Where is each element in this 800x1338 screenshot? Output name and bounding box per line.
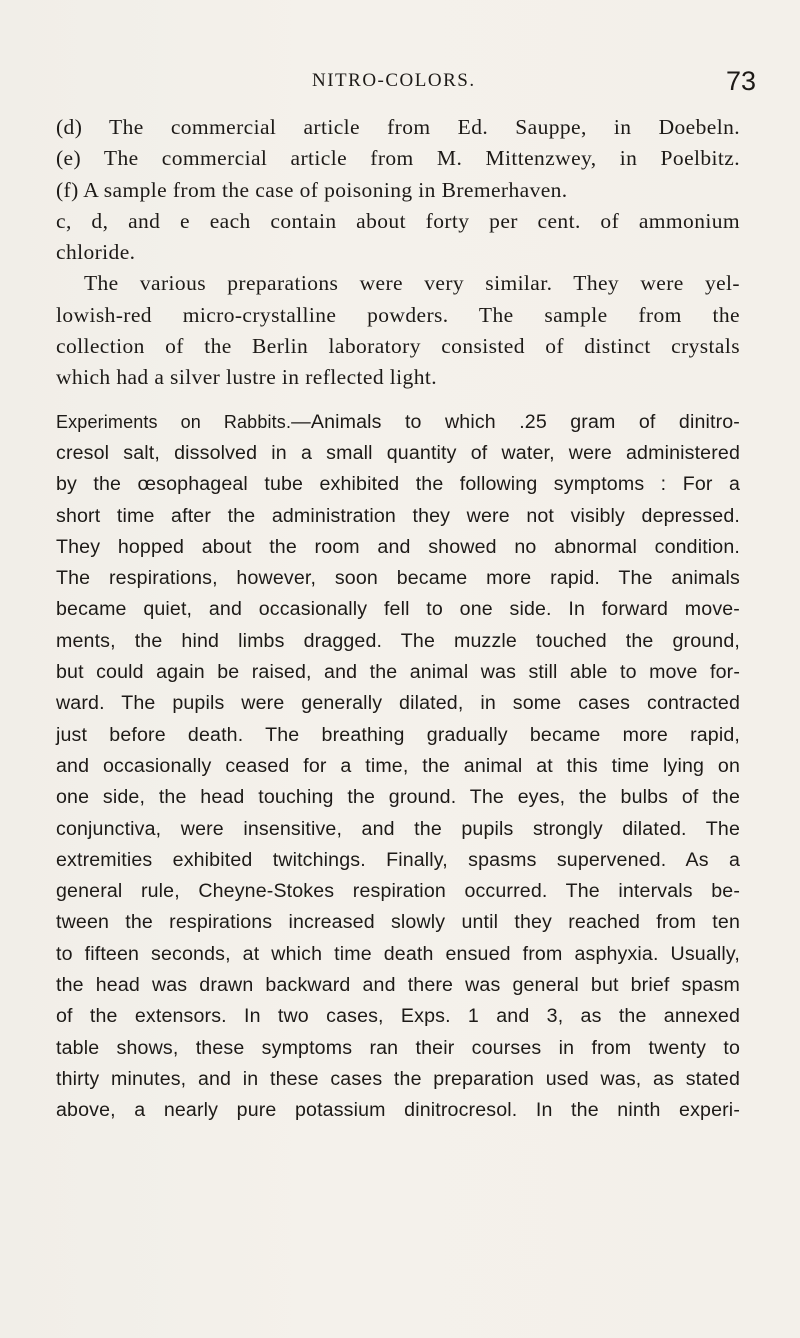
section-heading: Experiments on Rabbits. xyxy=(56,411,292,432)
text-line: became quiet, and occasionally fell to one side. In forward move- xyxy=(56,598,740,621)
text-line: extremities exhibited twitchings. Finally, spasms supervened. As a xyxy=(56,848,740,871)
text-line: the head was drawn backward and there was general but brief spasm xyxy=(56,974,740,997)
text-line: c, d, and e each contain about forty per cent. of ammonium xyxy=(56,208,740,233)
text-line: ments, the hind limbs dragged. The muzzle touched the ground, xyxy=(56,629,740,652)
running-head: NITRO-COLORS. xyxy=(312,70,476,91)
text-line: The respirations, however, soon became more rapid. The animals xyxy=(56,567,740,590)
body-text xyxy=(56,112,740,1127)
page-number: 73 xyxy=(726,66,757,96)
heading-continuation: —Animals to which .25 gram of dinitro- xyxy=(291,410,740,433)
text-line: lowish-red micro-crystalline powders. The sample from the xyxy=(56,302,740,327)
text-line: which had a silver lustre in reflected light. xyxy=(56,365,437,390)
text-line: (d) The commercial article from Ed. Sauppe, in Doebeln. xyxy=(56,115,740,139)
text-line: collection of the Berlin laboratory consisted of distinct crystals xyxy=(56,334,740,359)
text-line: but could again be raised, and the animal was still able to move for- xyxy=(56,661,740,684)
text-line: above, a nearly pure potassium dinitrocresol. In the ninth experi- xyxy=(56,1099,740,1122)
text-line: ward. The pupils were generally dilated, in some cases contracted xyxy=(56,692,740,715)
experiments-section xyxy=(56,407,740,1127)
text-line: thirty minutes, and in these cases the preparation used was, as stated xyxy=(56,1067,740,1090)
text-line: (f) A sample from the case of poisoning in Bremerhaven. xyxy=(56,177,568,202)
text-line: short time after the administration they were not visibly depressed. xyxy=(56,504,740,527)
text-line: cresol salt, dissolved in a small quantity of water, were administered xyxy=(56,441,740,464)
text-line: (e) The commercial article from M. Mittenzwey, in Poelbitz. xyxy=(56,146,740,171)
page-header xyxy=(0,66,800,106)
text-line: conjunctiva, were insensitive, and the pupils strongly dilated. The xyxy=(56,817,740,840)
text-line: to fifteen seconds, at which time death ensued from asphyxia. Usually, xyxy=(56,942,740,965)
text-line: They hopped about the room and showed no abnormal condition. xyxy=(56,535,740,558)
text-line: chloride. xyxy=(56,240,136,265)
text-line: and occasionally ceased for a time, the animal at this time lying on xyxy=(56,754,740,777)
text-line: general rule, Cheyne-Stokes respiration occurred. The intervals be- xyxy=(56,880,740,903)
text-line: just before death. The breathing gradually became more rapid, xyxy=(56,723,740,746)
sample-list xyxy=(56,112,740,394)
text-line: of the extensors. In two cases, Exps. 1 and 3, as the annexed xyxy=(56,1005,740,1028)
text-line: one side, the head touching the ground. The eyes, the bulbs of the xyxy=(56,786,740,809)
text-line: tween the respirations increased slowly until they reached from ten xyxy=(56,911,740,934)
text-line: The various preparations were very similar. They were yel- xyxy=(84,271,740,296)
text-line: by the œsophageal tube exhibited the following symptoms : For a xyxy=(56,473,740,496)
text-line xyxy=(56,407,740,438)
text-line: table shows, these symptoms ran their courses in from twenty to xyxy=(56,1036,740,1059)
